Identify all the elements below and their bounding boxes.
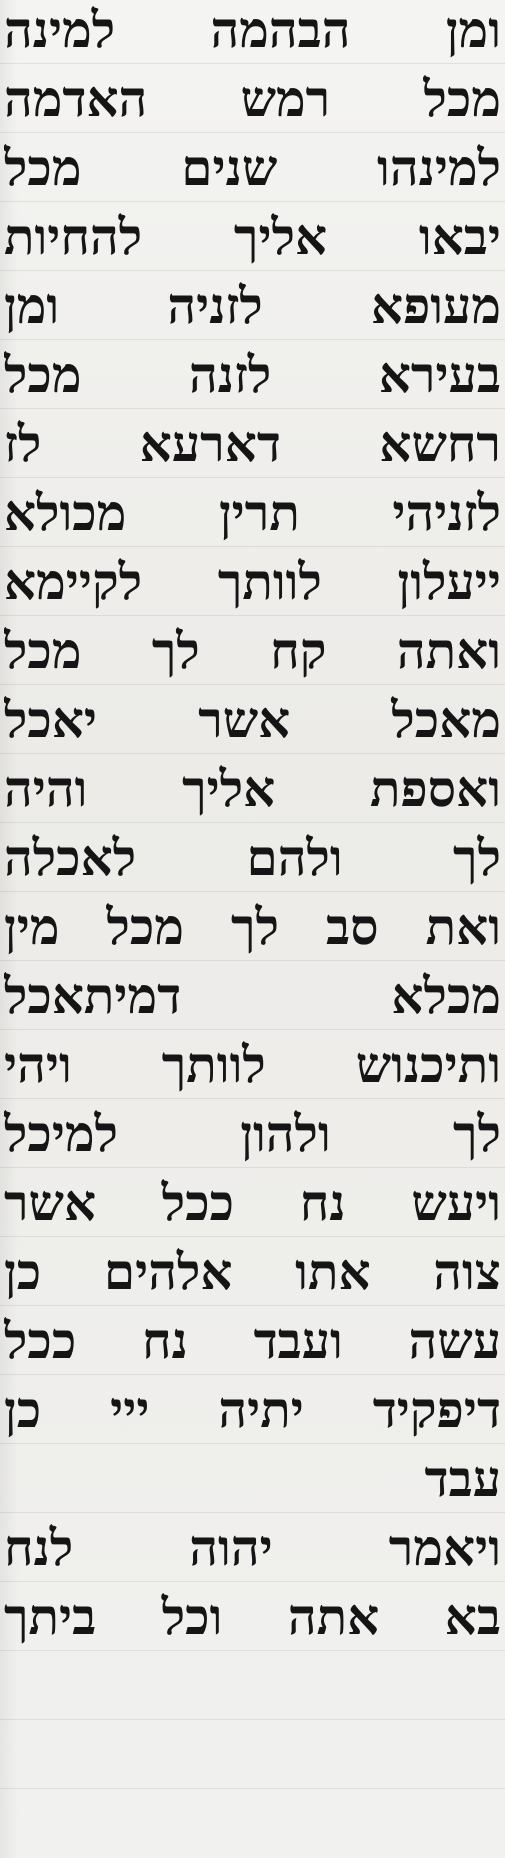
text-line-16: ותיכנוש לוותך ויהי <box>4 1035 501 1094</box>
text-line-11: מאכל אשר יאכל <box>4 690 501 749</box>
text-line-3: למינהו שנים מכל <box>4 138 501 197</box>
ruling-line <box>0 1029 505 1030</box>
ruling-line <box>0 1719 505 1720</box>
ruling-line <box>0 822 505 823</box>
text-line-18: ויעש נח ככל אשר <box>4 1173 501 1232</box>
ruling-line <box>0 1443 505 1444</box>
ruling-line <box>0 408 505 409</box>
text-line-15: מכלא דמיתאכל <box>4 966 501 1025</box>
text-line-2: מכל רמש האדמה <box>4 69 501 128</box>
text-line-17: לך ולהון למיכל <box>4 1104 501 1163</box>
ruling-line <box>0 960 505 961</box>
text-line-8: לזניהי תרין מכולא <box>4 483 501 542</box>
ruling-line <box>0 1512 505 1513</box>
text-line-6: בעירא לזנה מכל <box>4 345 501 404</box>
ruling-line <box>0 1305 505 1306</box>
ruling-line <box>0 615 505 616</box>
text-line-13: לך ולהם לאכלה <box>4 828 501 887</box>
ruling-line <box>0 684 505 685</box>
text-line-22: עבד <box>424 1449 501 1508</box>
text-line-12: ואספת אליך והיה <box>4 759 501 818</box>
text-line-5: מעופא לזניה ומן <box>4 276 501 335</box>
ruling-line <box>0 477 505 478</box>
ruling-line <box>0 1167 505 1168</box>
ruling-line <box>0 63 505 64</box>
ruling-line <box>0 1581 505 1582</box>
text-line-4: יבאו אליך להחיות <box>4 207 501 266</box>
ruling-line <box>0 1374 505 1375</box>
ruling-line <box>0 546 505 547</box>
text-line-19: צוה אתו אלהים כן <box>4 1242 501 1301</box>
text-line-9: ייעלון לוותך לקיימא <box>4 552 501 611</box>
ruling-line <box>0 1650 505 1651</box>
ruling-line <box>0 339 505 340</box>
ruling-line <box>0 1098 505 1099</box>
text-line-21: דיפקיד יתיה ייי כן <box>4 1380 501 1439</box>
ruling-line <box>0 753 505 754</box>
text-line-10: ואתה קח לך מכל <box>4 621 501 680</box>
ruling-line <box>0 1788 505 1789</box>
ruling-line <box>0 891 505 892</box>
text-line-7: רחשא דארעא לז <box>4 414 501 473</box>
text-line-24: בא אתה וכל ביתך <box>4 1587 501 1646</box>
ruling-line <box>0 201 505 202</box>
ruling-line <box>0 1236 505 1237</box>
text-line-14: ואת סב לך מכל מין <box>4 897 501 956</box>
text-line-1: ומן הבהמה למינה <box>4 0 501 59</box>
text-line-20: עשה ועבד נח ככל <box>4 1311 501 1370</box>
ruling-line <box>0 270 505 271</box>
text-line-23: ויאמר יהוה לנח <box>4 1518 501 1577</box>
ruling-line <box>0 132 505 133</box>
